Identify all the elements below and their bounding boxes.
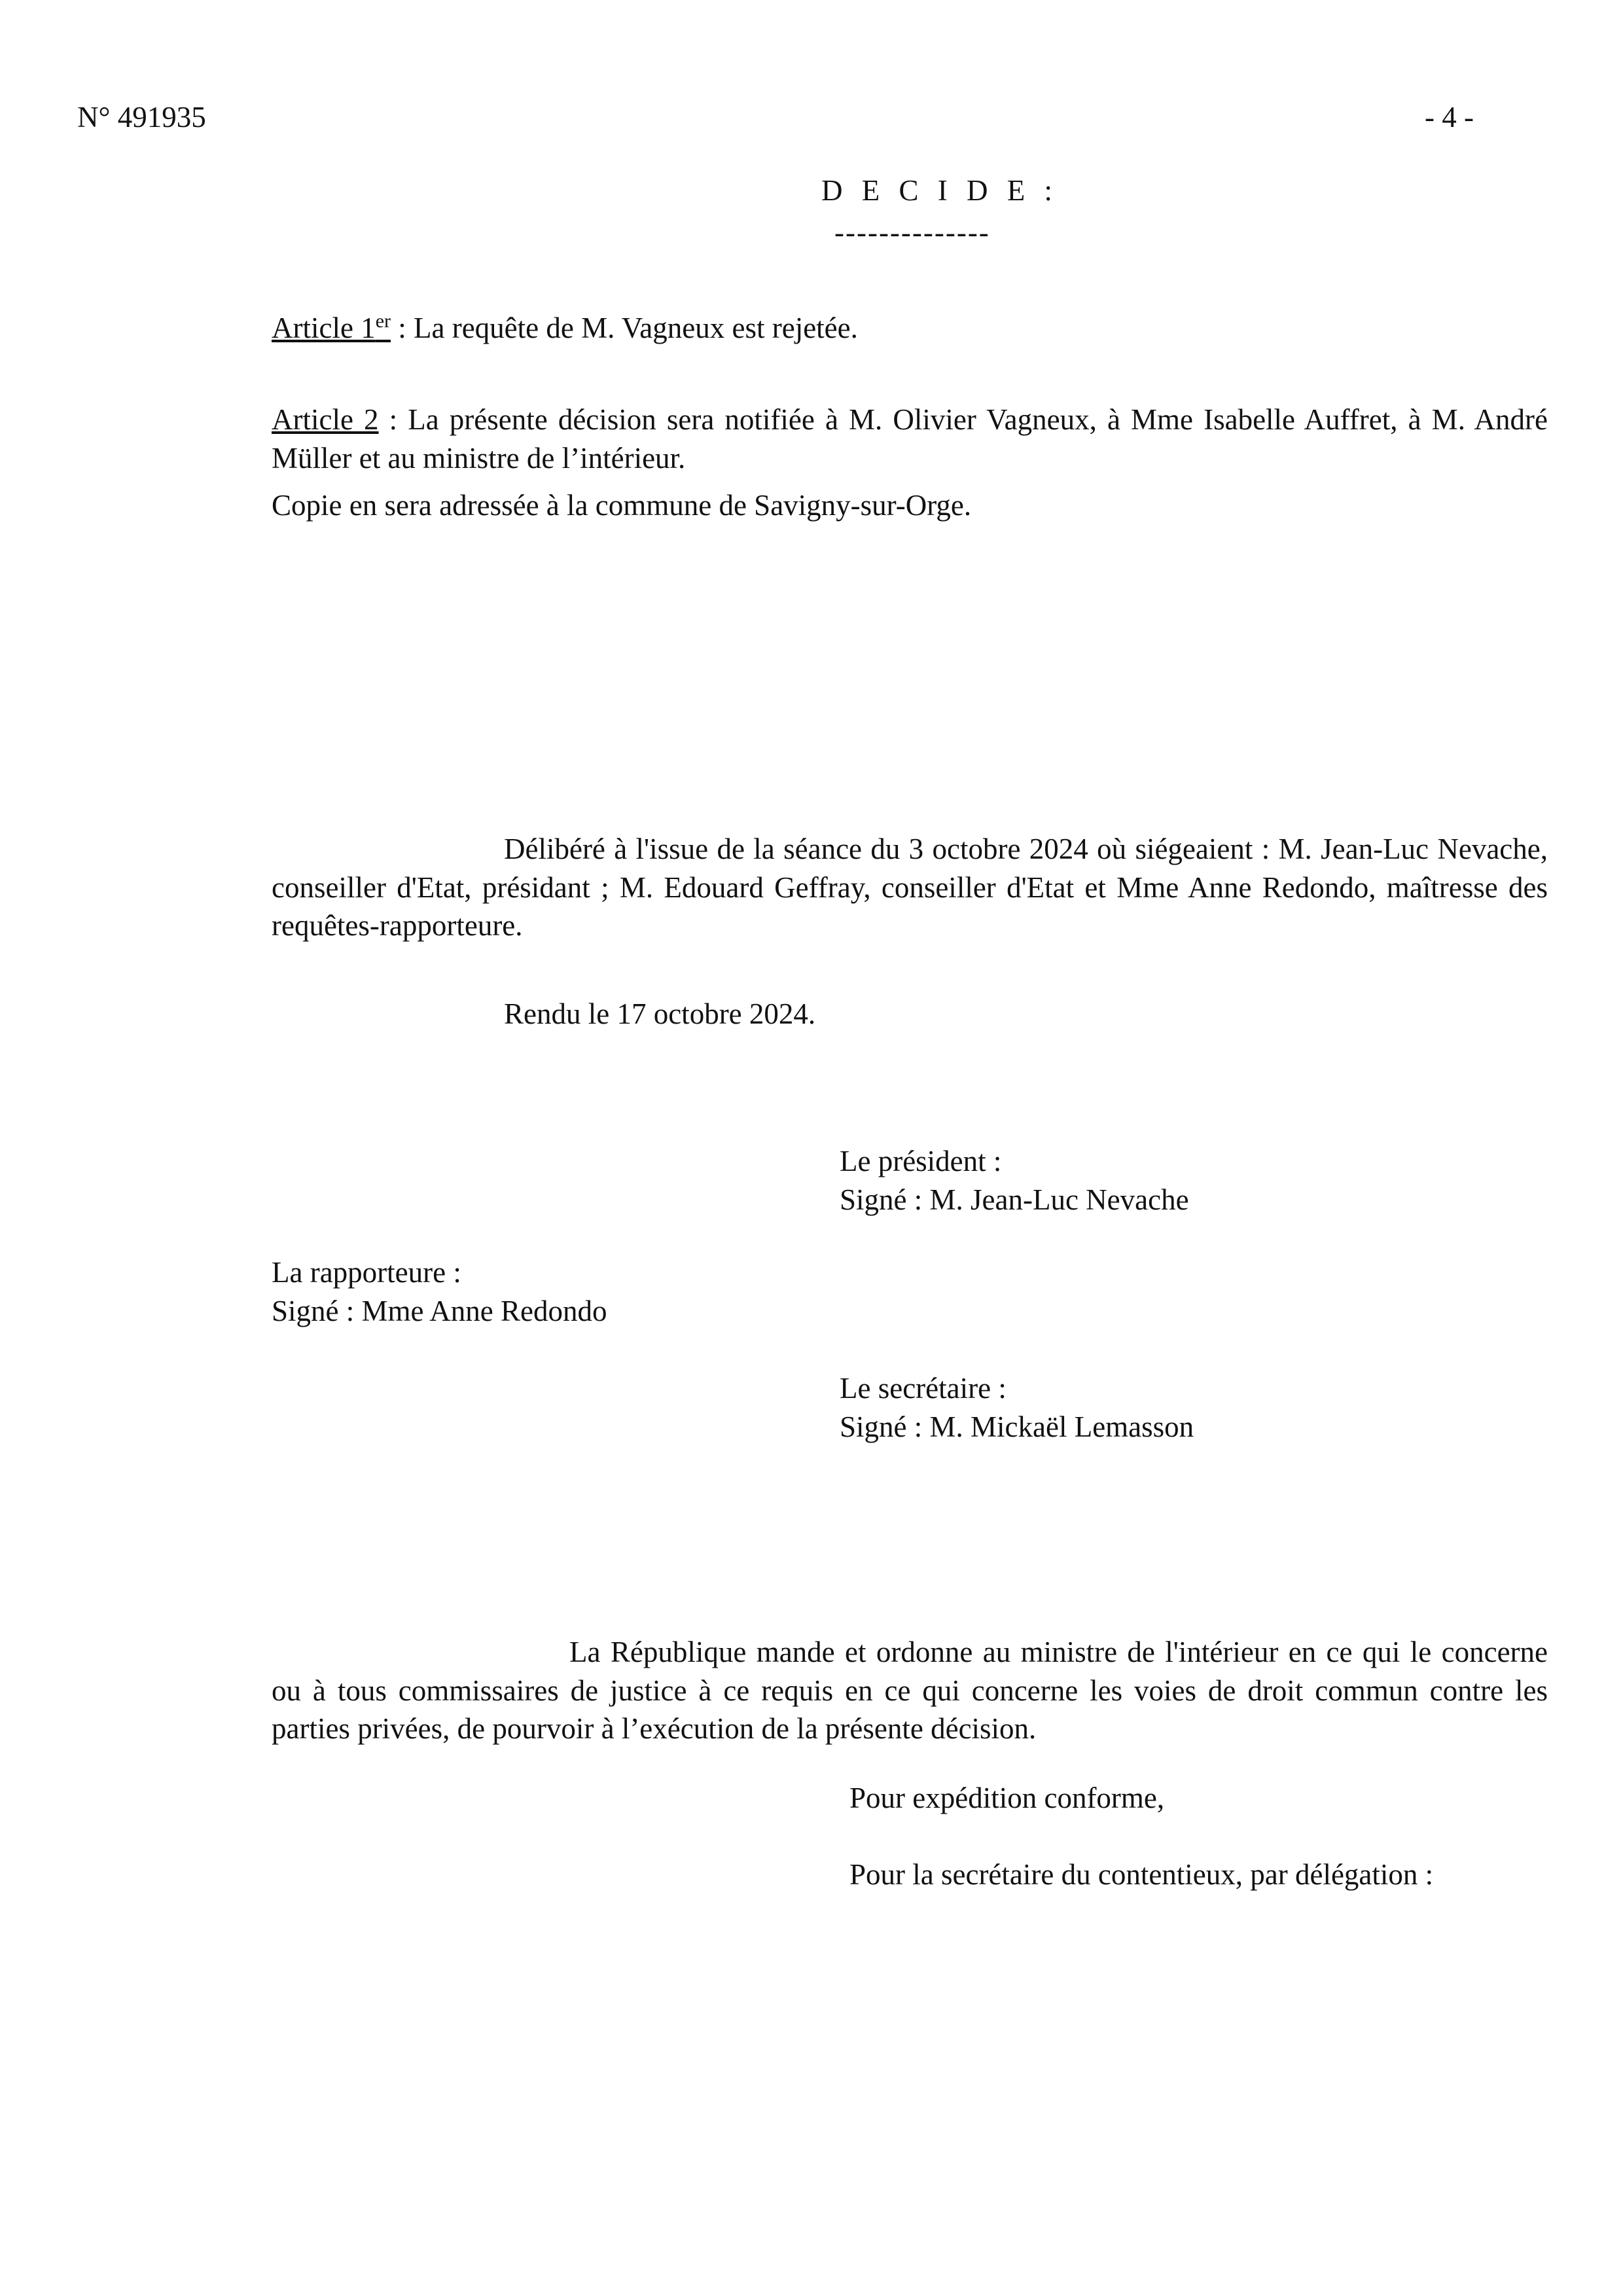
page-number: - 4 - <box>1425 101 1474 134</box>
execution-formula: La République mande et ordonne au ministre de l'intérieur en ce qui le concerne ou à tous commissaires de justice à ce requis en ce qui concerne les voies de droit commun contre les parties privées, de pourvoir à l’exécution de la présente décision. <box>272 1636 1548 1745</box>
rapporteur-signature <box>272 1253 607 1330</box>
secretary-signature <box>840 1369 1194 1446</box>
article-1-label: Article 1er <box>272 310 391 344</box>
secretary-name: Signé : M. Mickaël Lemasson <box>840 1410 1194 1443</box>
article-2-copy: Copie en sera adressée à la commune de Savigny-sur-Orge. <box>272 489 972 522</box>
secretary-title: Le secrétaire : <box>840 1372 1007 1405</box>
president-signature <box>840 1142 1189 1219</box>
certification-line-2: Pour la secrétaire du contentieux, par délégation : <box>849 1858 1434 1891</box>
article-2-text: : La présente décision sera notifiée à M. Olivier Vagneux, à Mme Isabelle Auffret, à M. André Müller et au ministre de l’intérieur. <box>272 403 1548 475</box>
article-2 <box>272 401 1548 525</box>
rapporteur-title: La rapporteure : <box>272 1256 461 1289</box>
rendered-date: Rendu le 17 octobre 2024. <box>504 997 816 1030</box>
article-1 <box>272 309 1548 348</box>
rapporteur-name: Signé : Mme Anne Redondo <box>272 1294 607 1327</box>
president-name: Signé : M. Jean-Luc Nevache <box>840 1183 1189 1216</box>
case-number: N° 491935 <box>77 101 206 134</box>
deliberation-paragraph: Délibéré à l'issue de la séance du 3 octobre 2024 où siégeaient : M. Jean-Luc Nevache, conseiller d'Etat, présidant ; M. Edouard Geffray, conseiller d'Etat et Mme Anne Redondo, maîtresse des requêtes-rapporteure. <box>272 833 1548 942</box>
article-1-text: : La requête de M. Vagneux est rejetée. <box>391 312 858 344</box>
heading-divider: -------------- <box>834 216 990 249</box>
article-2-label: Article 2 <box>272 403 379 436</box>
president-title: Le président : <box>840 1145 1002 1177</box>
certification-line-1: Pour expédition conforme, <box>849 1782 1165 1814</box>
decision-heading: D E C I D E : <box>821 174 1058 207</box>
